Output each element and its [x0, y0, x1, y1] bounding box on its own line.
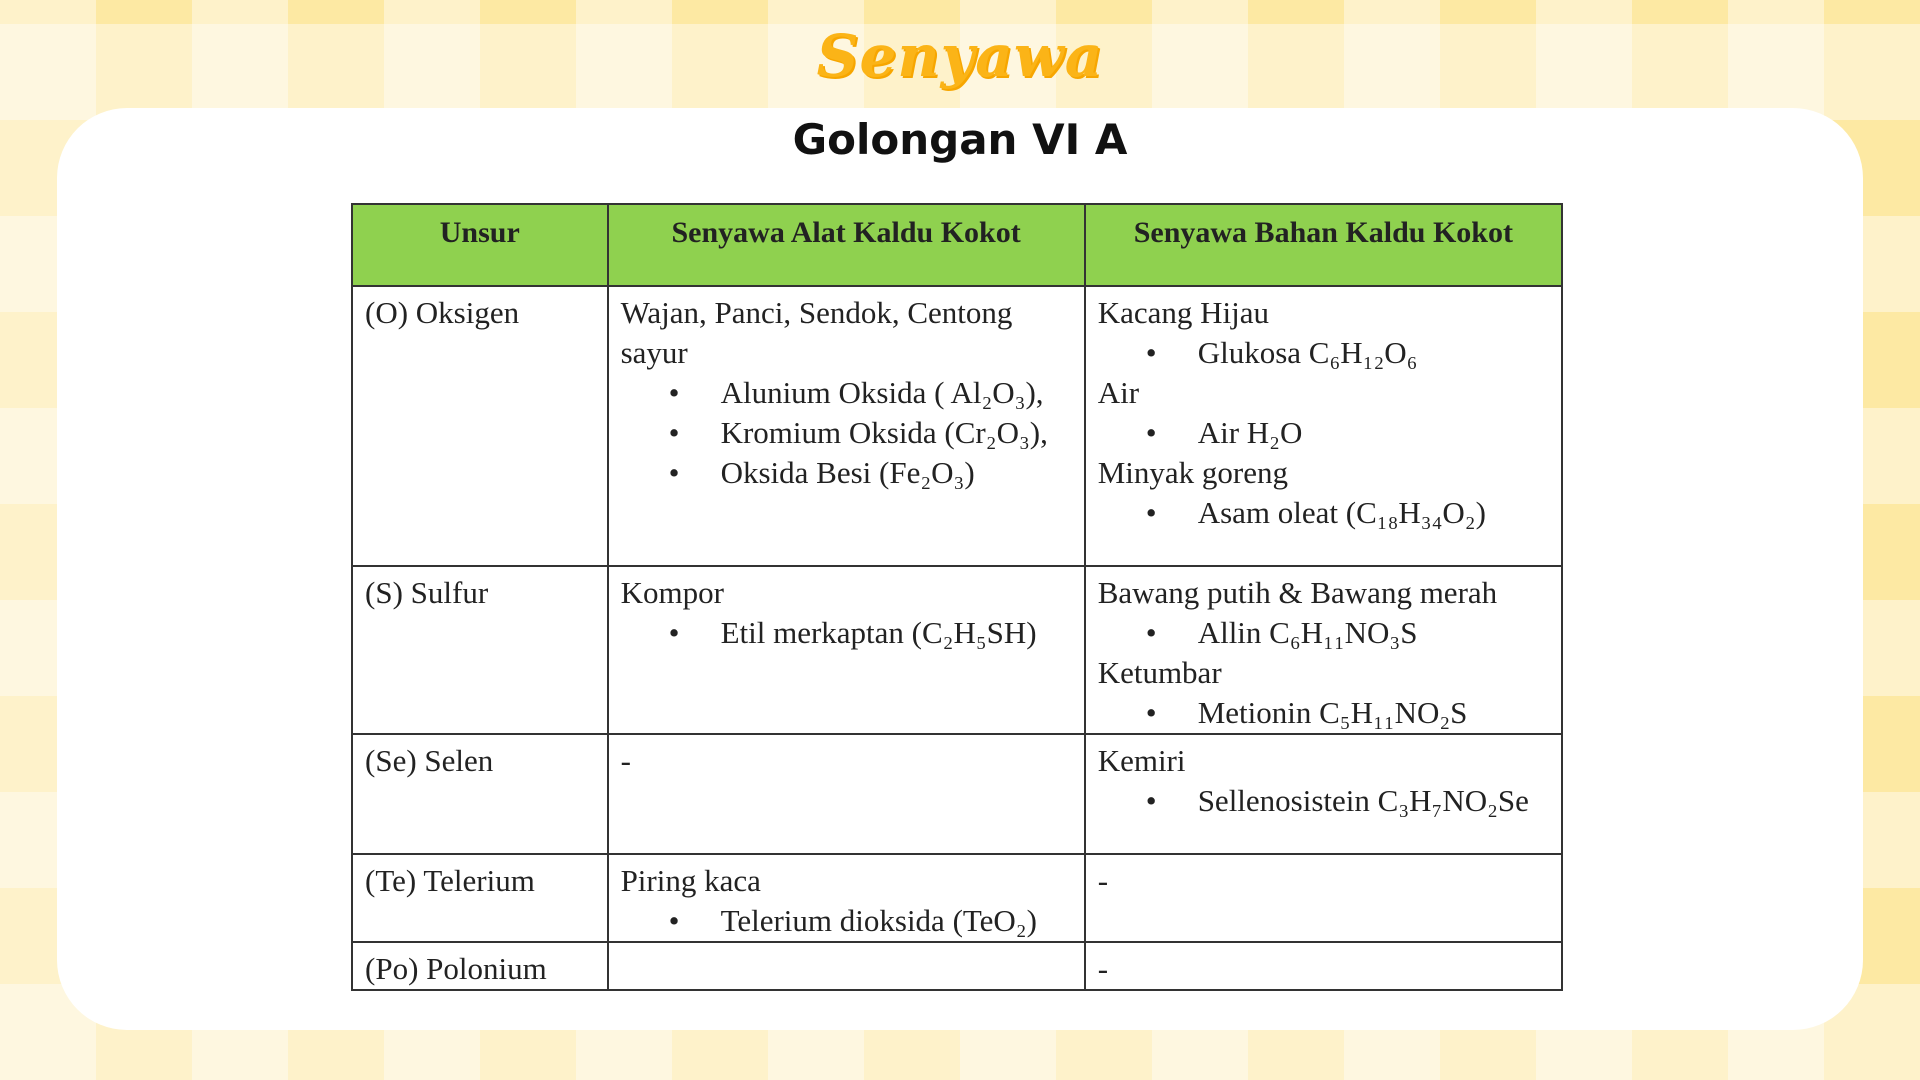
- bullet-list: [621, 613, 1072, 653]
- list-item: • Allin C₆H₁₁NO₃S: [1198, 613, 1549, 653]
- table-row: [352, 942, 1562, 990]
- cell-alat: -: [608, 734, 1085, 854]
- list-item: • Air H₂O: [1198, 413, 1549, 453]
- cell-bahan: -: [1085, 942, 1562, 990]
- bullet-list: [621, 373, 1072, 493]
- bullet-list: [1098, 413, 1549, 453]
- table-header-row: [352, 204, 1562, 286]
- bullet-list: [1098, 781, 1549, 821]
- cell-alat: [608, 854, 1085, 942]
- page-subtitle: Golongan VI A: [792, 115, 1128, 164]
- list-item: • Kromium Oksida (Cr₂O₃),: [721, 413, 1072, 453]
- group-label: Kompor: [620, 575, 724, 610]
- list-item: • Asam oleat (C₁₈H₃₄O₂): [1198, 493, 1549, 533]
- compound-table: [351, 203, 1563, 991]
- cell-unsur: (Se) Selen: [352, 734, 608, 854]
- header-bahan: Senyawa Bahan Kaldu Kokot: [1085, 204, 1562, 286]
- group-label: Bawang putih & Bawang merah: [1097, 575, 1498, 610]
- cell-unsur: (S) Sulfur: [352, 566, 608, 734]
- list-item: • Sellenosistein C₃H₇NO₂Se: [1198, 781, 1549, 821]
- cell-unsur: (O) Oksigen: [352, 286, 608, 566]
- header-alat: Senyawa Alat Kaldu Kokot: [608, 204, 1085, 286]
- bullet-list: [1098, 693, 1549, 733]
- table-row: [352, 566, 1562, 734]
- cell-unsur: (Po) Polonium: [352, 942, 608, 990]
- bullet-list: [1098, 333, 1549, 373]
- cell-bahan: [1085, 566, 1562, 734]
- header-unsur: Unsur: [352, 204, 608, 286]
- list-item: • Glukosa C₆H₁₂O₆: [1198, 333, 1549, 373]
- list-item: • Etil merkaptan (C₂H₅SH): [721, 613, 1072, 653]
- cell-bahan: -: [1085, 854, 1562, 942]
- table-row: [352, 286, 1562, 566]
- page-title: Senyawa: [816, 22, 1104, 90]
- cell-unsur: (Te) Telerium: [352, 854, 608, 942]
- group-label: Ketumbar: [1097, 655, 1222, 690]
- group-label: Kemiri: [1097, 743, 1186, 778]
- list-item: • Metionin C₅H₁₁NO₂S: [1198, 693, 1549, 733]
- cell-alat: [608, 286, 1085, 566]
- table-row: [352, 854, 1562, 942]
- table-row: [352, 734, 1562, 854]
- cell-bahan: [1085, 286, 1562, 566]
- group-label: Air: [1097, 375, 1140, 410]
- group-label: Wajan, Panci, Sendok, Centong sayur: [620, 295, 1013, 370]
- cell-alat: [608, 566, 1085, 734]
- cell-alat: [608, 942, 1085, 990]
- group-label: Minyak goreng: [1097, 455, 1288, 490]
- bullet-list: [621, 901, 1072, 941]
- list-item: • Oksida Besi (Fe₂O₃): [721, 453, 1072, 493]
- cell-bahan: [1085, 734, 1562, 854]
- list-item: • Telerium dioksida (TeO₂): [721, 901, 1072, 941]
- group-label: Kacang Hijau: [1097, 295, 1269, 330]
- bullet-list: [1098, 493, 1549, 533]
- group-label: Piring kaca: [620, 863, 761, 898]
- list-item: • Alunium Oksida ( Al₂O₃),: [721, 373, 1072, 413]
- bullet-list: [1098, 613, 1549, 653]
